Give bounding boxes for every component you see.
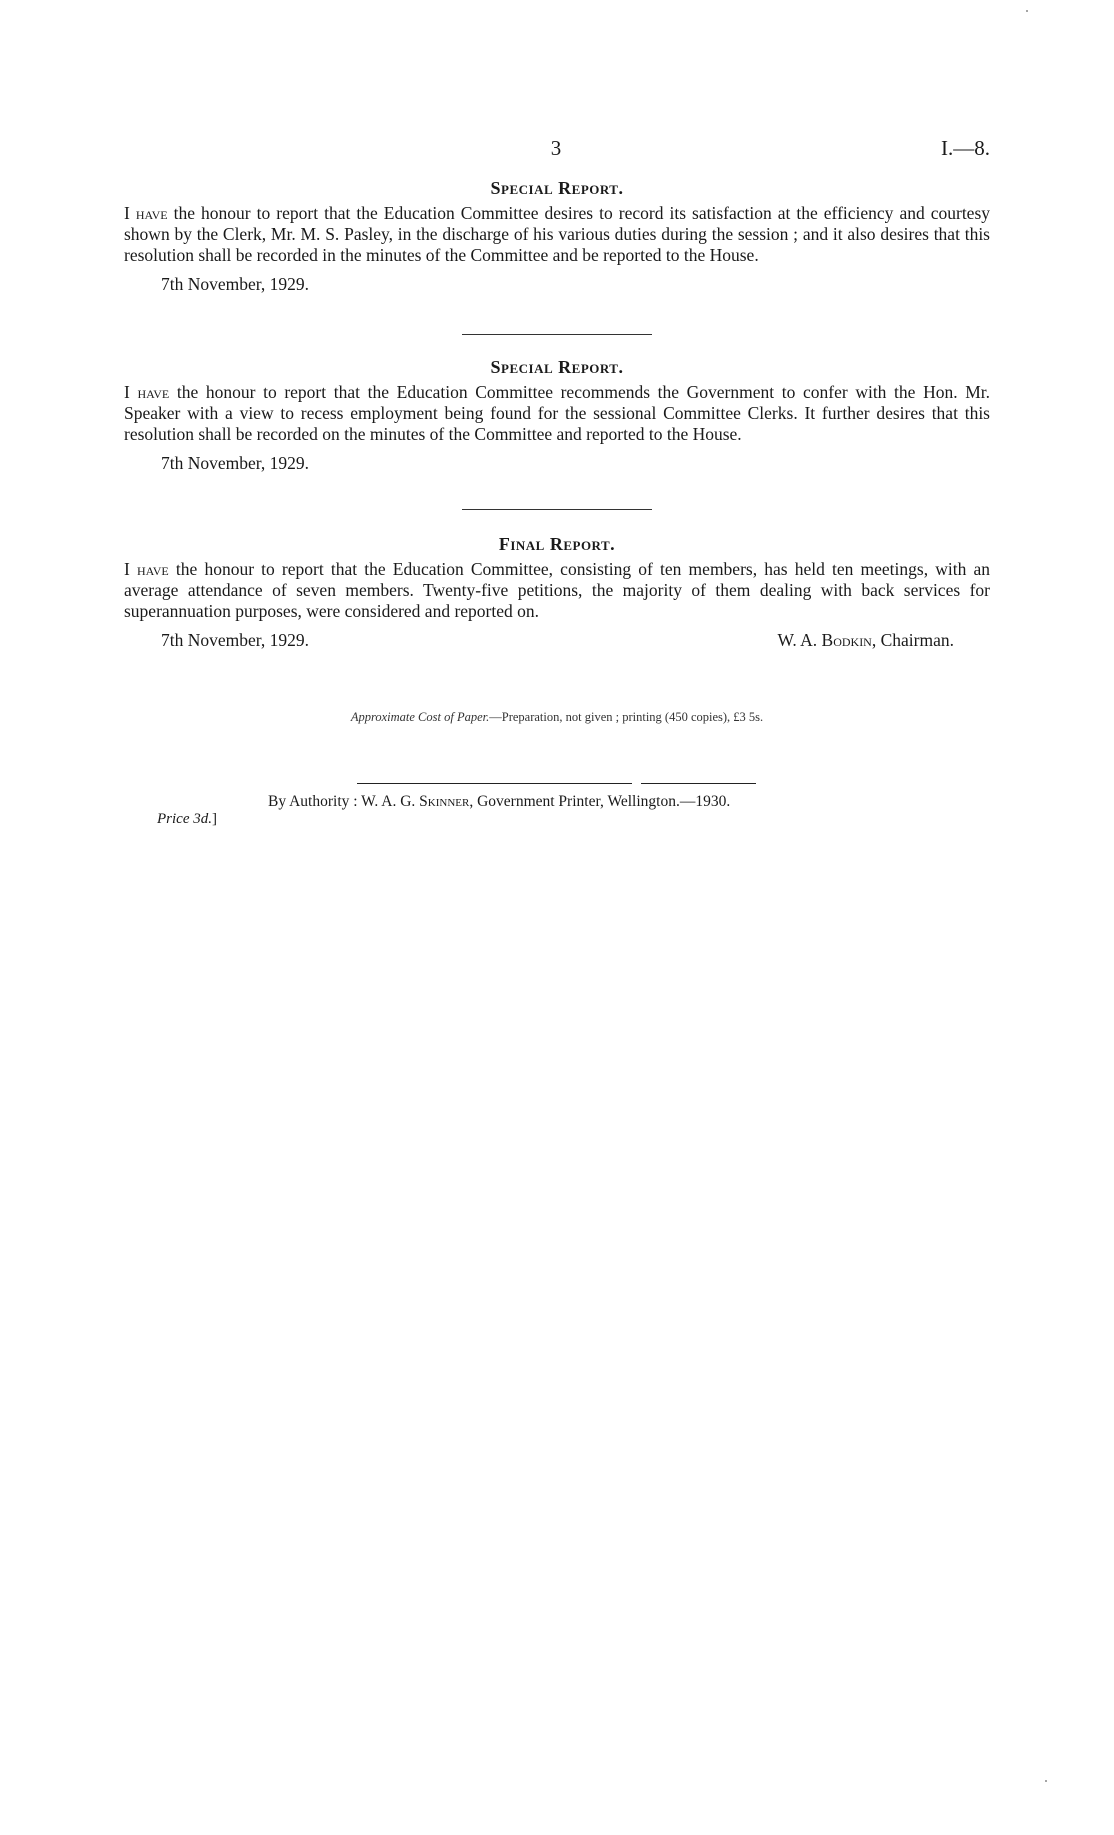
- imprint-suffix: , Government Printer, Wellington.—1930.: [469, 793, 731, 810]
- report-opener: I have: [124, 382, 170, 402]
- report-text: the honour to report that the Education Committee, consisting of ten members, has held ten meetings, with an average attendance of seven members. Twenty-five petitions, the majority of them dealing with back services for superannuation purposes, were considered and reported on.: [124, 559, 990, 621]
- scan-speck: [1045, 1780, 1047, 1782]
- report-date: 7th November, 1929.: [161, 630, 310, 650]
- report-body: [124, 382, 990, 445]
- signature-title: , Chairman.: [871, 630, 954, 650]
- special-report-1: [124, 178, 990, 296]
- price-bracket: ]: [211, 811, 217, 827]
- section-divider: [462, 334, 652, 335]
- cost-note: [0, 710, 1114, 725]
- final-report: [124, 534, 990, 652]
- report-body: [124, 559, 990, 622]
- report-date: 7th November, 1929.: [161, 453, 310, 473]
- report-date: 7th November, 1929.: [161, 274, 310, 294]
- report-text: the honour to report that the Education Committee desires to record its satisfaction at the efficiency and courtesy shown by the Clerk, Mr. M. S. Pasley, in the discharge of his various duties during the session ; and it also desires that this resolution shall be recorded in the minutes of the Committee and be reported to the House.: [124, 203, 991, 265]
- report-footer: [124, 274, 990, 296]
- report-heading: Special Report.: [490, 178, 624, 198]
- cost-note-text: —Preparation, not given ; printing (450 copies), £3 5s.: [489, 710, 764, 724]
- cost-note-label: Approximate Cost of Paper.: [350, 710, 490, 724]
- price: [157, 811, 217, 828]
- signature-name: W. A. Bodkin: [777, 630, 872, 650]
- section-divider: [462, 509, 652, 510]
- imprint-printer: Skinner: [419, 793, 470, 810]
- signature: [777, 630, 954, 651]
- page-number: 3: [550, 136, 562, 160]
- price-text: Price 3d.: [157, 811, 212, 827]
- printer-imprint: [268, 793, 730, 811]
- report-opener: I have: [124, 203, 168, 223]
- report-body: [124, 203, 990, 266]
- imprint-rule-right: [641, 783, 756, 784]
- imprint-rule-left: [357, 783, 632, 784]
- report-opener: I have: [124, 559, 169, 579]
- report-footer: [124, 630, 990, 652]
- scan-speck: [1026, 10, 1028, 12]
- imprint-prefix: By Authority : W. A. G.: [268, 793, 420, 810]
- document-reference: I.—8.: [941, 136, 990, 160]
- report-footer: [124, 453, 990, 475]
- report-text: the honour to report that the Education Committee recommends the Government to confer with the Hon. Mr. Speaker with a view to recess employment being found for the sessional Committee Clerks. It further desires that this resolution shall be recorded on the minutes of the Committee and reported to the House.: [124, 382, 991, 444]
- report-heading: Special Report.: [490, 357, 624, 377]
- special-report-2: [124, 357, 990, 475]
- report-heading: Final Report.: [498, 534, 616, 554]
